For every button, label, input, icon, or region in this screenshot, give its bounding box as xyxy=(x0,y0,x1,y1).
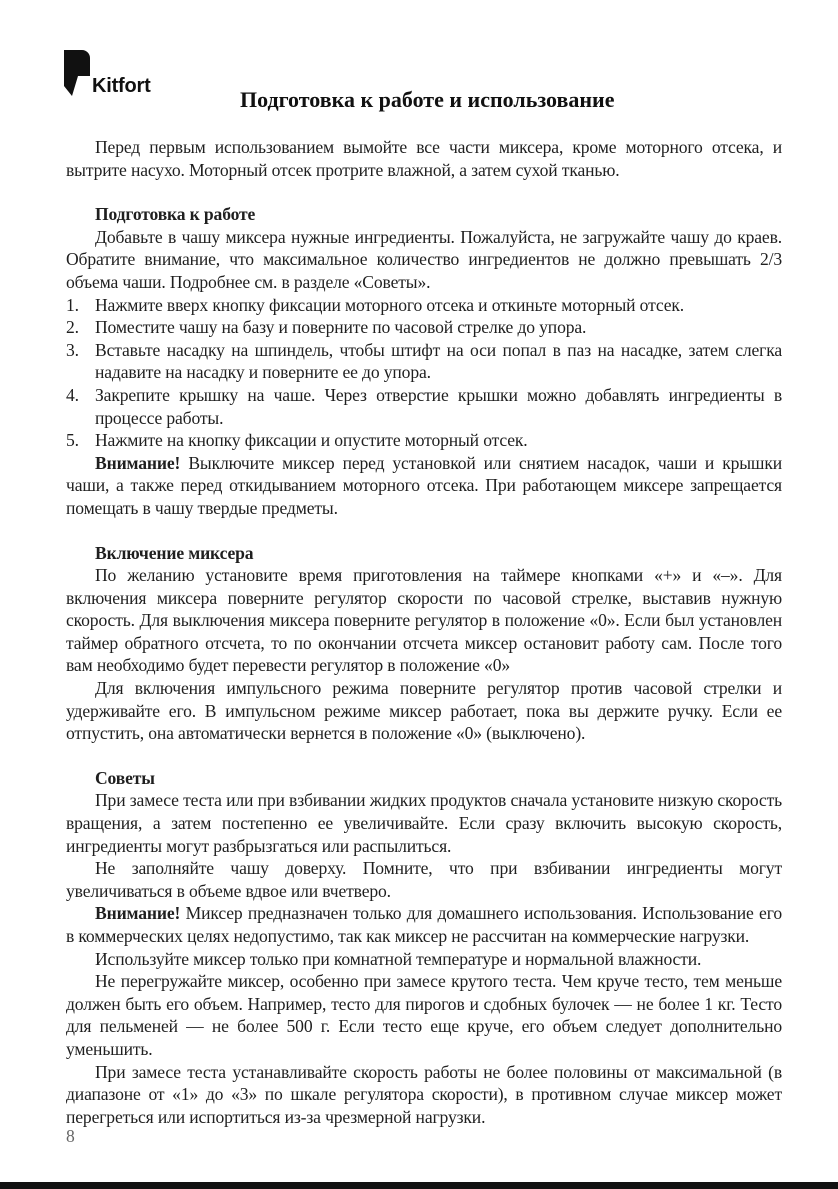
prep-warning: Внимание! Выключите миксер перед установкой или снятием насадок, чаши и крышки чаши, а также перед откидыванием моторного отсека. При работающем миксере запрещается помещать в чашу твердые предметы. xyxy=(66,452,782,518)
power-on-paragraph-2: Для включения импульсного режима поверните регулятор против часовой стрелки и удерживайте его. В импульсном режиме миксер работает, пока вы держите ручку. Если ее отпустить, она автоматически вернется в положение «0» (выключено). xyxy=(66,678,782,744)
list-item: 4. Закрепите крышку на чаше. Через отверстие крышки можно добавлять ингредиенты в процессе работы. xyxy=(66,384,782,428)
document-body xyxy=(66,136,782,1128)
brand-name: Kitfort xyxy=(92,75,151,97)
warning-label: Внимание! xyxy=(95,452,181,473)
page-number: 8 xyxy=(66,1126,75,1146)
bottom-rule xyxy=(0,1182,838,1189)
list-item: 3. Вставьте насадку на шпиндель, чтобы штифт на оси попал в паз на насадке, затем слегка надавите на насадку и поверните ее до упора. xyxy=(66,339,782,383)
section-heading-prep: Подготовка к работе xyxy=(95,204,256,225)
prep-paragraph: Добавьте в чашу миксера нужные ингредиенты. Пожалуйста, не загружайте чашу до краев. Обратите внимание, что максимальное количество ингредиентов не должно превышать 2/3 объема чаши. Подробнее см. в разделе «Советы». xyxy=(66,226,782,292)
intro-paragraph: Перед первым использованием вымойте все части миксера, кроме моторного отсека, и вытрите насухо. Моторный отсек протрите влажной, а затем сухой тканью. xyxy=(66,137,782,180)
brand-logo xyxy=(64,50,194,100)
tips-paragraph-5: При замесе теста устанавливайте скорость работы не более половины от максимальной (в диапазоне от «1» до «3» по шкале регулятора скорости), в противном случае миксер может перегреться или испортиться из-за чрезмерной нагрузки. xyxy=(66,1061,782,1127)
tips-paragraph-2: Не заполняйте чашу доверху. Помните, что при взбивании ингредиенты могут увеличиваться в объеме вдвое или вчетверо. xyxy=(66,858,782,901)
tips-warning: Внимание! Миксер предназначен только для домашнего использования. Использование его в коммерческих целях недопустимо, так как миксер не рассчитан на коммерческие нагрузки. xyxy=(66,903,782,946)
section-heading-tips: Советы xyxy=(95,767,155,788)
tips-paragraph-3: Используйте миксер только при комнатной температуре и нормальной влажности. xyxy=(95,948,702,969)
page-title: Подготовка к работе и использование xyxy=(240,87,615,112)
power-on-paragraph-1: По желанию установите время приготовления на таймере кнопками «+» и «–». Для включения миксера поверните регулятор скорости по часовой стрелке, выставив нужную скорость. Для выключения миксера поверните регулятор в положение «0». Если был установлен таймер обратного отсчета, то по окончании отсчета миксер остановит работу сам. После того вам необходимо будет перевести регулятор в положение «0» xyxy=(66,565,782,676)
list-item: 5. Нажмите на кнопку фиксации и опустите моторный отсек. xyxy=(66,430,528,451)
tips-paragraph-1: При замесе теста или при взбивании жидких продуктов сначала установите низкую скорость вращения, а затем постепенно ее увеличивайте. Если сразу включить высокую скорость, ингредиенты могут разбрызгаться или распылиться. xyxy=(66,790,782,856)
section-heading-power-on: Включение миксера xyxy=(95,542,254,563)
warning-label: Внимание! xyxy=(95,903,181,924)
list-item: 2. Поместите чашу на базу и поверните по часовой стрелке до упора. xyxy=(66,317,587,338)
list-item: 1. Нажмите вверх кнопку фиксации моторного отсека и откиньте моторный отсек. xyxy=(66,294,685,315)
tips-paragraph-4: Не перегружайте миксер, особенно при замесе крутого теста. Чем круче тесто, тем меньше должен быть его объем. Например, тесто для пирогов и сдобных булочек — не более 1 кг. Тесто для пельменей — не более 500 г. Если тесто еще круче, его объем следует дополнительно уменьшить. xyxy=(66,971,782,1059)
prep-steps-list xyxy=(66,294,782,452)
kitfort-logo-mark xyxy=(64,50,90,98)
